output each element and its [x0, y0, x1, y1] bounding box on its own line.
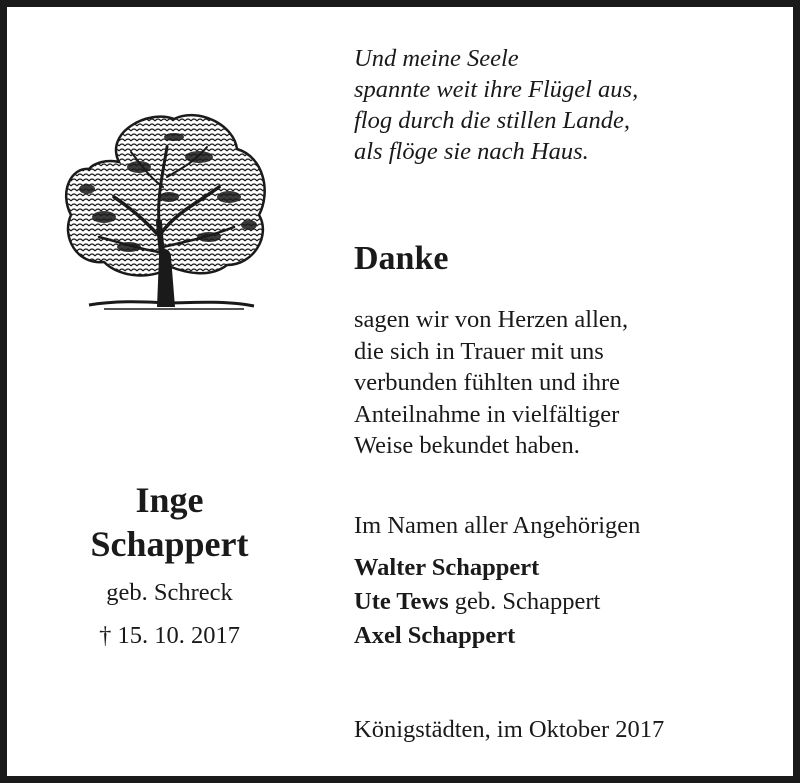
mourner-entry	[354, 585, 774, 619]
thanks-heading: Danke	[354, 240, 449, 277]
mourner-entry	[354, 551, 774, 585]
place-date: Königstädten, im Oktober 2017	[354, 716, 665, 743]
mourner-suffix: geb. Schappert	[448, 588, 601, 615]
thanks-line: sagen wir von Herzen allen,	[354, 306, 629, 333]
mourner-name: Ute Tews	[354, 588, 449, 615]
thanks-line: Weise bekundet haben.	[354, 432, 580, 459]
thanks-line: die sich in Trauer mit uns	[354, 337, 604, 365]
deceased-death-date: † 15. 10. 2017	[99, 622, 240, 649]
poem-line: als flöge sie nach Haus.	[354, 138, 589, 165]
mourner-entry	[354, 619, 774, 653]
poem-line: Und meine Seele	[354, 45, 519, 72]
mourner-name: Walter Schappert	[354, 554, 540, 581]
thanks-text	[354, 304, 774, 462]
deceased-last-name: Schappert	[90, 524, 249, 564]
mourner-name: Axel Schappert	[354, 622, 516, 649]
thanks-line: verbunden fühlten und ihre	[354, 369, 621, 396]
deceased-first-name: Inge	[135, 480, 204, 520]
tree-icon	[59, 107, 274, 312]
poem-line: spannte weit ihre Flügel aus,	[354, 76, 639, 103]
poem-line: flog durch die stillen Lande,	[354, 107, 631, 134]
mourners-intro: Im Namen aller Angehörigen	[354, 512, 641, 539]
deceased-birth-name: geb. Schreck	[106, 579, 233, 606]
deceased-block	[47, 478, 292, 652]
thanks-line: Anteilnahme in vielfältiger	[354, 400, 620, 428]
mourners-block	[354, 509, 774, 653]
poem	[354, 43, 754, 167]
